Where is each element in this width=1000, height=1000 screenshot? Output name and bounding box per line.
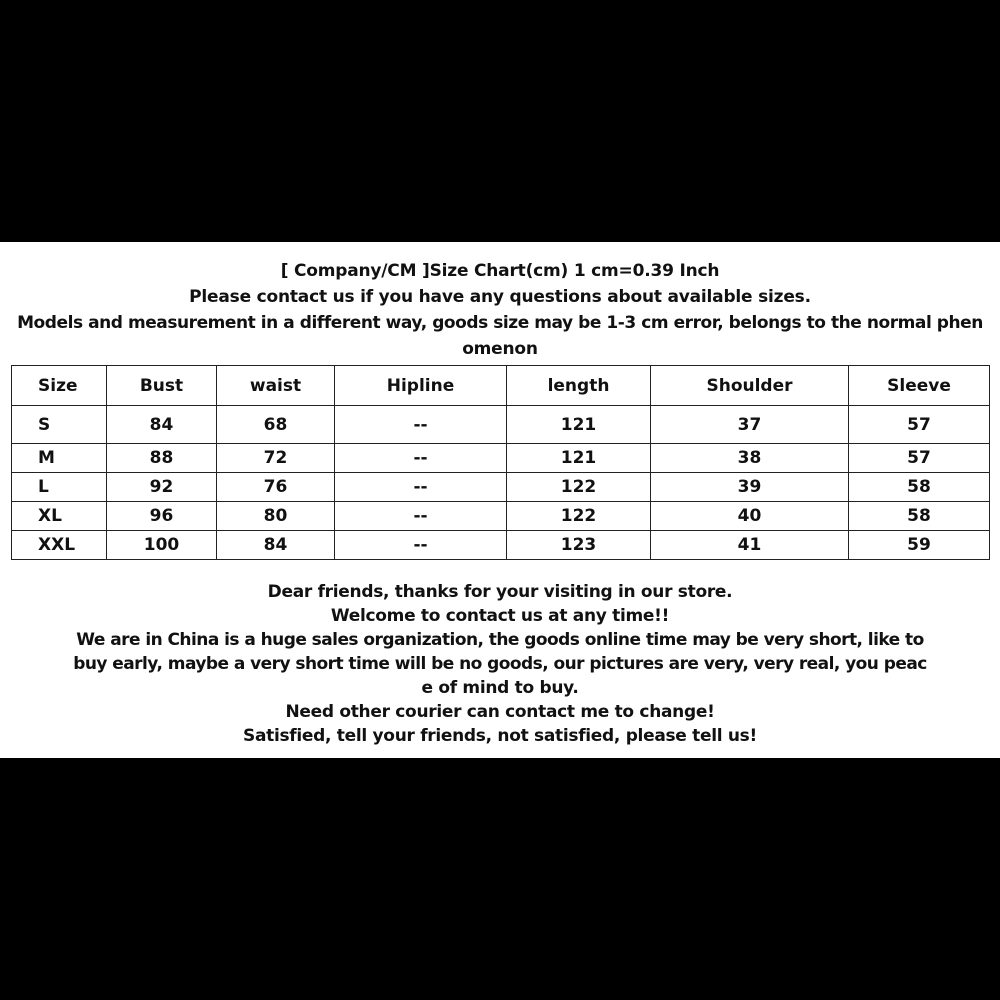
cell-size: XL [12,502,107,531]
cell-bust: 92 [107,473,217,502]
table-row [12,406,990,444]
feedback-line: Satisfied, tell your friends, not satisfied, please tell us! [243,726,757,746]
size-chart-header [0,242,1000,362]
cell-size: L [12,473,107,502]
cell-waist: 76 [217,473,335,502]
chart-title: [ Company/CM ]Size Chart(cm) 1 cm=0.39 Inch [280,261,720,281]
cell-length: 121 [507,444,651,473]
cell-bust: 84 [107,406,217,444]
size-table [11,365,990,560]
cell-shoulder: 39 [651,473,849,502]
cell-sleeve: 58 [849,473,990,502]
cell-length: 121 [507,406,651,444]
cell-hipline: -- [335,502,507,531]
column-header-shoulder: Shoulder [651,366,849,406]
cell-size: XXL [12,531,107,560]
table-header-row [12,366,990,406]
cell-shoulder: 37 [651,406,849,444]
column-header-bust: Bust [107,366,217,406]
table-row [12,444,990,473]
store-info-line: We are in China is a huge sales organization, the goods online time may be very short, like to [76,630,924,650]
table-row [12,502,990,531]
cell-length: 122 [507,502,651,531]
store-message [0,580,1000,748]
welcome-line: Welcome to contact us at any time!! [330,606,670,626]
table-row [12,473,990,502]
cell-hipline: -- [335,444,507,473]
cell-waist: 68 [217,406,335,444]
cell-sleeve: 57 [849,406,990,444]
cell-sleeve: 58 [849,502,990,531]
contact-note: Please contact us if you have any questions about available sizes. [189,287,811,307]
column-header-sleeve: Sleeve [849,366,990,406]
cell-size: S [12,406,107,444]
cell-waist: 80 [217,502,335,531]
cell-sleeve: 57 [849,444,990,473]
cell-hipline: -- [335,406,507,444]
cell-bust: 88 [107,444,217,473]
cell-shoulder: 38 [651,444,849,473]
column-header-size: Size [12,366,107,406]
column-header-length: length [507,366,651,406]
column-header-hipline: Hipline [335,366,507,406]
size-chart-panel [0,242,1000,758]
measurement-note-continued: omenon [462,339,538,359]
cell-waist: 84 [217,531,335,560]
cell-size: M [12,444,107,473]
cell-sleeve: 59 [849,531,990,560]
cell-length: 122 [507,473,651,502]
cell-waist: 72 [217,444,335,473]
cell-bust: 100 [107,531,217,560]
column-header-waist: waist [217,366,335,406]
store-info-line-continued: buy early, maybe a very short time will be no goods, our pictures are very, very real, you peac [73,654,927,674]
cell-shoulder: 41 [651,531,849,560]
courier-line: Need other courier can contact me to change! [285,702,715,722]
greeting-line: Dear friends, thanks for your visiting in our store. [267,582,733,602]
store-info-line-end: e of mind to buy. [421,678,579,698]
table-row [12,531,990,560]
cell-shoulder: 40 [651,502,849,531]
cell-hipline: -- [335,473,507,502]
cell-length: 123 [507,531,651,560]
cell-bust: 96 [107,502,217,531]
measurement-note: Models and measurement in a different way, goods size may be 1-3 cm error, belongs to the normal phen [17,313,983,333]
cell-hipline: -- [335,531,507,560]
